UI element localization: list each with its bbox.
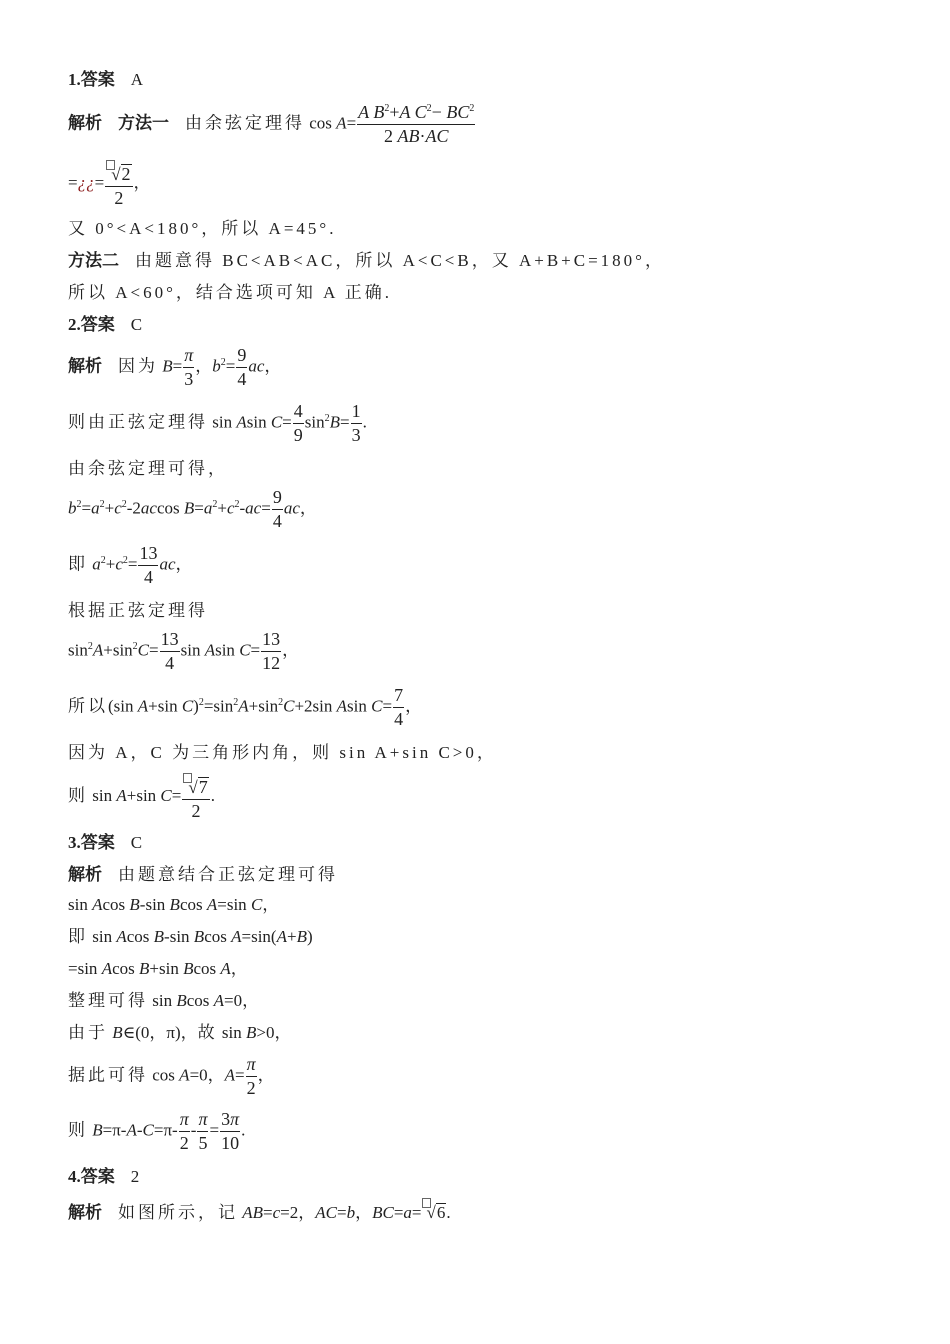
method-2-label: 方法二 (68, 251, 119, 270)
problem-2-line-6: 根据正弦定理得 (68, 601, 208, 620)
line-prefix: 据此可得 (68, 1065, 148, 1085)
problem-3-line-5: 由于 B∈(0，π)，故 sin B>0， (68, 1023, 292, 1042)
problem-2-line-4: $b^2=a^2+c^2-2accos$ $B=a^2+c^2-ac=$ $\frac{9}{4}$ ac， (68, 487, 317, 531)
fraction-1-over-3: $\frac{1}{3}$ (351, 401, 361, 445)
line-prefix: 则由正弦定理得 (68, 412, 208, 432)
analysis-label: 解析 (68, 113, 102, 133)
problem-1-line-5: 所以 A<60°，结合选项可知 A 正确. (68, 283, 393, 302)
problem-number: 4. (68, 1167, 81, 1186)
problem-2-line-5: 即 $a^2+c^2=$ $\frac{13}{4}$ ac， (68, 543, 193, 587)
line-prefix: 则 (68, 1120, 88, 1140)
answer-label: 答案 (80, 315, 115, 334)
fraction-4-over-9: $\frac{4}{9}$ (293, 401, 303, 445)
answer-label: 答案 (80, 70, 115, 89)
problem-1-answer (68, 71, 143, 88)
fraction-pi-over-2-b: $\frac{\pi}{2}$ (179, 1109, 189, 1153)
intro-text: 因为 (118, 356, 158, 376)
fraction-3pi-over-10: $\frac{3\pi}{10}$ (221, 1109, 240, 1153)
answer-value: 2 (130, 1167, 140, 1186)
problem-1-method-1 (68, 103, 476, 147)
fraction-pi-over-5: $\frac{\pi}{5}$ (198, 1109, 208, 1153)
method-2-text: 由题意得 BC<AB<AC，所以 A<C<B，又 A+B+C=180°， (135, 251, 665, 270)
answer-value: A (130, 70, 144, 89)
fraction-9-over-4-b: $\frac{9}{4}$ (272, 487, 282, 531)
line-prefix: 则 (68, 786, 88, 806)
problem-1-line-3: 又 0°<A<180°，所以 A=45°. (68, 219, 337, 238)
problem-3-line-1: sin Acos B-sin Bcos A=sin C， (68, 895, 280, 914)
answer-label: 答案 (80, 833, 115, 852)
answer-value: C (130, 833, 143, 852)
garbled-glyph: ¿¿ (77, 173, 95, 193)
problem-3-intro (68, 866, 338, 883)
fraction-13-over-12: $\frac{13}{12}$ (262, 629, 281, 673)
problem-2-line-8: 所以(sin A+sin $C)^2=\sin^2A+\sin^2C+2\sin$ Asin C= $\frac{7}{4}$ ， (68, 685, 423, 729)
problem-1-method-2 (68, 252, 665, 269)
problem-4-answer (68, 1168, 139, 1185)
fraction-pi-over-3: $\frac{\pi}{3}$ (184, 345, 194, 389)
fraction-7-over-4: $\frac{7}{4}$ (394, 685, 404, 729)
fraction-sqrt7-over-2: $\frac{√7}{2}$ (182, 773, 209, 822)
problem-2-line-1: 解析 因为 B= $\frac{\pi}{3}$ ，$b^2=$ $\frac{9}{4}$ ac， (68, 345, 282, 389)
analysis-label: 解析 (68, 865, 102, 884)
method-1-text: 由余弦定理得 (185, 113, 305, 133)
problem-2-answer (68, 316, 142, 333)
problem-3-line-7: 则 B=π-A-C=π- $\frac{\pi}{2}$ - $\frac{\pi}{5}$ = $\frac{3\pi}{10}$ . (68, 1109, 246, 1153)
problem-2-line-7: $\sin^2A+\sin^2C=$ $\frac{13}{4}$ sin Asin C= $\frac{13}{12}$ ， (68, 629, 300, 673)
problem-3-answer (68, 834, 142, 851)
problem-number: 1. (68, 70, 81, 89)
method-1-label: 方法一 (118, 113, 169, 133)
problem-3-line-4: 整理可得 sin Bcos A=0， (68, 991, 260, 1010)
problem-3-line-2: 即 sin Acos B-sin Bcos A=sin(A+B) (68, 927, 313, 946)
problem-1-result: =¿¿= $\frac{√2}{2}$ ， (68, 160, 151, 209)
problem-3-line-6: 据此可得 cos A=0，A= $\frac{\pi}{2}$ ， (68, 1054, 275, 1098)
intro-text: 如图所示，记 (118, 1203, 238, 1222)
fraction-cos-law: $\frac{A B^2+A C^2- BC^2}{2 AB\cdot AC}$ (358, 102, 475, 146)
fraction-13-over-4: $\frac{13}{4}$ (139, 543, 158, 587)
line-prefix: 所以 (68, 696, 108, 716)
intro-text: 由题意结合正弦定理可得 (118, 865, 338, 884)
problem-3-line-3: =sin Acos B+sin Bcos A， (68, 959, 248, 978)
problem-4-line-1: 解析 如图所示，记 AB=c=2，AC=b，BC=a= √6. (68, 1198, 451, 1221)
problem-2-line-9: 因为 A，C 为三角形内角，则 sin A+sin C>0， (68, 743, 497, 762)
fraction-sqrt2-over-2: $\frac{√2}{2}$ (105, 160, 132, 209)
problem-number: 2. (68, 315, 81, 334)
problem-2-line-10: 则 sin A+sin C= $\frac{√7}{2}$ . (68, 773, 215, 822)
formula-cos-a: cos A= (309, 113, 357, 133)
problem-2-line-3: 由余弦定理可得， (68, 459, 228, 478)
answer-value: C (130, 315, 143, 334)
problem-2-line-2: 则由正弦定理得 sin Asin C= $\frac{4}{9}$ $\sin^2B=$ $\frac{1}{3}$ . (68, 401, 367, 445)
fraction-13-over-4-b: $\frac{13}{4}$ (160, 629, 179, 673)
fraction-pi-over-2: $\frac{\pi}{2}$ (246, 1054, 256, 1098)
analysis-label: 解析 (68, 1203, 102, 1222)
fraction-9-over-4: $\frac{9}{4}$ (237, 345, 247, 389)
analysis-label: 解析 (68, 356, 102, 376)
line-prefix: 即 (68, 554, 88, 574)
answer-label: 答案 (80, 1167, 115, 1186)
problem-number: 3. (68, 833, 81, 852)
